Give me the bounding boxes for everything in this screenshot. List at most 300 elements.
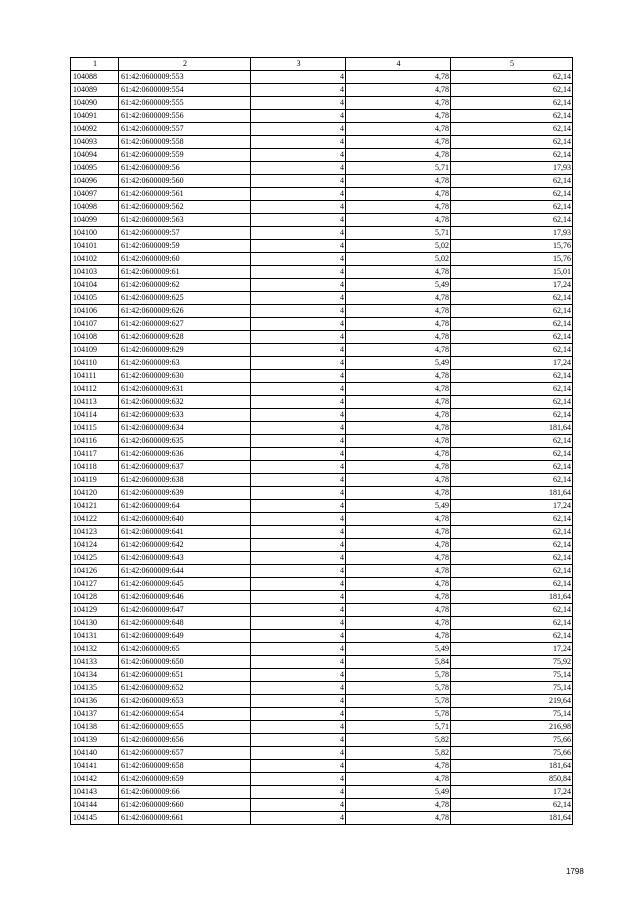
column-3-cell: 4 [251,240,346,253]
row-id-cell: 104128 [71,591,119,604]
cadastral-number-cell: 61:42:0600009:661 [119,812,251,825]
row-id-cell: 104104 [71,279,119,292]
cadastral-number-cell: 61:42:0600009:65 [119,643,251,656]
column-header: 2 [119,58,251,71]
column-4-cell: 5,49 [346,357,451,370]
table-row [71,357,573,370]
table-row [71,734,573,747]
column-3-cell: 4 [251,578,346,591]
column-3-cell: 4 [251,747,346,760]
cadastral-number-cell: 61:42:0600009:66 [119,786,251,799]
column-3-cell: 4 [251,773,346,786]
column-5-cell: 219,64 [451,695,573,708]
row-id-cell: 104141 [71,760,119,773]
column-5-cell: 15,01 [451,266,573,279]
cadastral-number-cell: 61:42:0600009:638 [119,474,251,487]
column-5-cell: 62,14 [451,97,573,110]
row-id-cell: 104090 [71,97,119,110]
row-id-cell: 104100 [71,227,119,240]
cadastral-number-cell: 61:42:0600009:658 [119,760,251,773]
row-id-cell: 104123 [71,526,119,539]
row-id-cell: 104125 [71,552,119,565]
cadastral-number-cell: 61:42:0600009:553 [119,71,251,84]
cadastral-number-cell: 61:42:0600009:633 [119,409,251,422]
column-4-cell: 4,78 [346,539,451,552]
column-5-cell: 62,14 [451,370,573,383]
column-3-cell: 4 [251,539,346,552]
table-row [71,760,573,773]
row-id-cell: 104126 [71,565,119,578]
column-4-cell: 5,49 [346,786,451,799]
table-row [71,474,573,487]
column-3-cell: 4 [251,136,346,149]
cadastral-number-cell: 61:42:0600009:60 [119,253,251,266]
column-3-cell: 4 [251,84,346,97]
cadastral-number-cell: 61:42:0600009:627 [119,318,251,331]
column-4-cell: 4,78 [346,448,451,461]
table-row [71,435,573,448]
table-row [71,513,573,526]
row-id-cell: 104121 [71,500,119,513]
column-4-cell: 4,78 [346,617,451,630]
column-4-cell: 4,78 [346,201,451,214]
table-row [71,227,573,240]
table-row [71,682,573,695]
column-5-cell: 62,14 [451,188,573,201]
table-row [71,188,573,201]
column-5-cell: 62,14 [451,214,573,227]
row-id-cell: 104096 [71,175,119,188]
column-header: 3 [251,58,346,71]
column-5-cell: 62,14 [451,331,573,344]
column-3-cell: 4 [251,734,346,747]
column-5-cell: 17,93 [451,227,573,240]
cadastral-number-cell: 61:42:0600009:557 [119,123,251,136]
cadastral-number-cell: 61:42:0600009:651 [119,669,251,682]
column-5-cell: 62,14 [451,799,573,812]
cadastral-number-cell: 61:42:0600009:650 [119,656,251,669]
column-4-cell: 4,78 [346,188,451,201]
column-4-cell: 4,78 [346,97,451,110]
column-3-cell: 4 [251,123,346,136]
cadastral-number-cell: 61:42:0600009:646 [119,591,251,604]
column-4-cell: 4,78 [346,591,451,604]
cadastral-number-cell: 61:42:0600009:657 [119,747,251,760]
column-4-cell: 4,78 [346,760,451,773]
column-5-cell: 181,64 [451,591,573,604]
column-4-cell: 4,78 [346,383,451,396]
row-id-cell: 104098 [71,201,119,214]
column-4-cell: 5,78 [346,708,451,721]
row-id-cell: 104093 [71,136,119,149]
cadastral-number-cell: 61:42:0600009:634 [119,422,251,435]
column-5-cell: 17,24 [451,357,573,370]
row-id-cell: 104108 [71,331,119,344]
column-4-cell: 5,82 [346,747,451,760]
column-4-cell: 4,78 [346,812,451,825]
cadastral-number-cell: 61:42:0600009:653 [119,695,251,708]
column-4-cell: 5,78 [346,695,451,708]
column-3-cell: 4 [251,721,346,734]
column-5-cell: 62,14 [451,136,573,149]
column-5-cell: 62,14 [451,175,573,188]
table-row [71,84,573,97]
column-4-cell: 4,78 [346,513,451,526]
row-id-cell: 104101 [71,240,119,253]
column-4-cell: 5,49 [346,500,451,513]
cadastral-number-cell: 61:42:0600009:61 [119,266,251,279]
cadastral-number-cell: 61:42:0600009:643 [119,552,251,565]
cadastral-number-cell: 61:42:0600009:632 [119,396,251,409]
column-3-cell: 4 [251,500,346,513]
table-row [71,344,573,357]
row-id-cell: 104113 [71,396,119,409]
column-4-cell: 4,78 [346,214,451,227]
column-5-cell: 62,14 [451,123,573,136]
table-row [71,643,573,656]
table-row [71,266,573,279]
table-row [71,539,573,552]
cadastral-number-cell: 61:42:0600009:554 [119,84,251,97]
cadastral-number-cell: 61:42:0600009:560 [119,175,251,188]
cadastral-number-cell: 61:42:0600009:57 [119,227,251,240]
column-3-cell: 4 [251,760,346,773]
table-row [71,422,573,435]
column-5-cell: 216,98 [451,721,573,734]
table-row [71,305,573,318]
column-4-cell: 4,78 [346,344,451,357]
column-4-cell: 4,78 [346,175,451,188]
column-4-cell: 5,71 [346,227,451,240]
column-4-cell: 4,78 [346,578,451,591]
table-row [71,773,573,786]
row-id-cell: 104138 [71,721,119,734]
column-3-cell: 4 [251,227,346,240]
table-row [71,565,573,578]
cadastral-number-cell: 61:42:0600009:630 [119,370,251,383]
column-3-cell: 4 [251,448,346,461]
column-5-cell: 850,84 [451,773,573,786]
column-3-cell: 4 [251,383,346,396]
row-id-cell: 104122 [71,513,119,526]
cadastral-number-cell: 61:42:0600009:631 [119,383,251,396]
row-id-cell: 104106 [71,305,119,318]
table-row [71,214,573,227]
column-3-cell: 4 [251,708,346,721]
column-3-cell: 4 [251,266,346,279]
cadastral-number-cell: 61:42:0600009:647 [119,604,251,617]
cadastral-number-cell: 61:42:0600009:559 [119,149,251,162]
row-id-cell: 104110 [71,357,119,370]
column-3-cell: 4 [251,799,346,812]
column-4-cell: 4,78 [346,474,451,487]
row-id-cell: 104139 [71,734,119,747]
column-3-cell: 4 [251,591,346,604]
table-row [71,136,573,149]
column-3-cell: 4 [251,487,346,500]
column-4-cell: 5,82 [346,734,451,747]
row-id-cell: 104103 [71,266,119,279]
column-5-cell: 62,14 [451,110,573,123]
column-5-cell: 62,14 [451,149,573,162]
column-3-cell: 4 [251,175,346,188]
column-4-cell: 5,78 [346,682,451,695]
column-5-cell: 62,14 [451,578,573,591]
column-3-cell: 4 [251,149,346,162]
cadastral-number-cell: 61:42:0600009:654 [119,708,251,721]
column-header: 1 [71,58,119,71]
column-4-cell: 5,02 [346,253,451,266]
column-5-cell: 17,93 [451,162,573,175]
table-row [71,253,573,266]
table-row [71,786,573,799]
column-5-cell: 75,14 [451,669,573,682]
table-row [71,617,573,630]
row-id-cell: 104124 [71,539,119,552]
cadastral-number-cell: 61:42:0600009:62 [119,279,251,292]
column-5-cell: 75,66 [451,747,573,760]
column-4-cell: 4,78 [346,552,451,565]
table-row [71,383,573,396]
cadastral-number-cell: 61:42:0600009:64 [119,500,251,513]
row-id-cell: 104140 [71,747,119,760]
row-id-cell: 104105 [71,292,119,305]
cadastral-number-cell: 61:42:0600009:640 [119,513,251,526]
cadastral-number-cell: 61:42:0600009:555 [119,97,251,110]
column-3-cell: 4 [251,604,346,617]
column-4-cell: 4,78 [346,799,451,812]
table-row [71,812,573,825]
row-id-cell: 104143 [71,786,119,799]
row-id-cell: 104112 [71,383,119,396]
column-3-cell: 4 [251,526,346,539]
column-3-cell: 4 [251,786,346,799]
row-id-cell: 104130 [71,617,119,630]
row-id-cell: 104092 [71,123,119,136]
cadastral-number-cell: 61:42:0600009:629 [119,344,251,357]
row-id-cell: 104144 [71,799,119,812]
row-id-cell: 104136 [71,695,119,708]
column-5-cell: 181,64 [451,760,573,773]
column-3-cell: 4 [251,656,346,669]
column-4-cell: 4,78 [346,318,451,331]
column-3-cell: 4 [251,409,346,422]
table-row [71,175,573,188]
column-3-cell: 4 [251,188,346,201]
column-3-cell: 4 [251,422,346,435]
column-3-cell: 4 [251,695,346,708]
row-id-cell: 104129 [71,604,119,617]
row-id-cell: 104114 [71,409,119,422]
row-id-cell: 104119 [71,474,119,487]
row-id-cell: 104107 [71,318,119,331]
column-4-cell: 4,78 [346,630,451,643]
column-5-cell: 181,64 [451,487,573,500]
row-id-cell: 104091 [71,110,119,123]
column-5-cell: 15,76 [451,253,573,266]
cadastral-number-cell: 61:42:0600009:656 [119,734,251,747]
cadastral-number-cell: 61:42:0600009:626 [119,305,251,318]
cadastral-number-cell: 61:42:0600009:660 [119,799,251,812]
row-id-cell: 104145 [71,812,119,825]
table-row [71,110,573,123]
column-3-cell: 4 [251,513,346,526]
table-row [71,656,573,669]
cadastral-number-cell: 61:42:0600009:561 [119,188,251,201]
column-4-cell: 4,78 [346,409,451,422]
column-3-cell: 4 [251,812,346,825]
table-body [71,71,573,825]
cadastral-number-cell: 61:42:0600009:641 [119,526,251,539]
table-row [71,162,573,175]
column-4-cell: 4,78 [346,266,451,279]
column-5-cell: 62,14 [451,565,573,578]
cadastral-number-cell: 61:42:0600009:637 [119,461,251,474]
row-id-cell: 104142 [71,773,119,786]
table-row [71,97,573,110]
cadastral-number-cell: 61:42:0600009:563 [119,214,251,227]
column-4-cell: 5,84 [346,656,451,669]
column-header: 4 [346,58,451,71]
cadastral-number-cell: 61:42:0600009:655 [119,721,251,734]
column-5-cell: 17,24 [451,279,573,292]
row-id-cell: 104111 [71,370,119,383]
cadastral-number-cell: 61:42:0600009:63 [119,357,251,370]
row-id-cell: 104132 [71,643,119,656]
row-id-cell: 104109 [71,344,119,357]
table-row [71,630,573,643]
column-5-cell: 15,76 [451,240,573,253]
column-5-cell: 62,14 [451,604,573,617]
column-5-cell: 62,14 [451,409,573,422]
cadastral-number-cell: 61:42:0600009:639 [119,487,251,500]
column-3-cell: 4 [251,357,346,370]
column-5-cell: 75,92 [451,656,573,669]
column-3-cell: 4 [251,318,346,331]
page-number: 1798 [566,867,584,876]
cadastral-number-cell: 61:42:0600009:628 [119,331,251,344]
column-5-cell: 75,14 [451,708,573,721]
column-5-cell: 62,14 [451,201,573,214]
row-id-cell: 104088 [71,71,119,84]
column-5-cell: 62,14 [451,305,573,318]
column-5-cell: 62,14 [451,474,573,487]
column-5-cell: 62,14 [451,448,573,461]
column-5-cell: 62,14 [451,617,573,630]
column-4-cell: 4,78 [346,604,451,617]
cadastral-number-cell: 61:42:0600009:644 [119,565,251,578]
column-5-cell: 181,64 [451,422,573,435]
column-4-cell: 4,78 [346,370,451,383]
column-4-cell: 4,78 [346,110,451,123]
cadastral-number-cell: 61:42:0600009:652 [119,682,251,695]
column-3-cell: 4 [251,214,346,227]
column-4-cell: 5,49 [346,279,451,292]
table-row [71,331,573,344]
table-row [71,695,573,708]
row-id-cell: 104115 [71,422,119,435]
column-5-cell: 181,64 [451,812,573,825]
column-5-cell: 62,14 [451,461,573,474]
table-row [71,318,573,331]
column-4-cell: 5,49 [346,643,451,656]
cadastral-number-cell: 61:42:0600009:625 [119,292,251,305]
table-row [71,149,573,162]
column-4-cell: 4,78 [346,331,451,344]
column-3-cell: 4 [251,643,346,656]
column-3-cell: 4 [251,97,346,110]
column-3-cell: 4 [251,279,346,292]
column-3-cell: 4 [251,110,346,123]
column-4-cell: 5,71 [346,721,451,734]
column-5-cell: 62,14 [451,396,573,409]
column-4-cell: 4,78 [346,149,451,162]
column-3-cell: 4 [251,370,346,383]
table-row [71,721,573,734]
row-id-cell: 104131 [71,630,119,643]
column-4-cell: 4,78 [346,123,451,136]
cadastral-number-cell: 61:42:0600009:556 [119,110,251,123]
cadastral-number-cell: 61:42:0600009:635 [119,435,251,448]
column-4-cell: 5,71 [346,162,451,175]
row-id-cell: 104118 [71,461,119,474]
column-4-cell: 4,78 [346,136,451,149]
cadastral-number-cell: 61:42:0600009:59 [119,240,251,253]
column-5-cell: 62,14 [451,513,573,526]
column-4-cell: 4,78 [346,565,451,578]
header-row [71,58,573,71]
column-5-cell: 62,14 [451,526,573,539]
column-5-cell: 17,24 [451,643,573,656]
row-id-cell: 104127 [71,578,119,591]
column-3-cell: 4 [251,669,346,682]
column-3-cell: 4 [251,461,346,474]
table-row [71,500,573,513]
row-id-cell: 104116 [71,435,119,448]
column-5-cell: 62,14 [451,71,573,84]
column-header: 5 [451,58,573,71]
column-5-cell: 62,14 [451,552,573,565]
column-4-cell: 4,78 [346,396,451,409]
column-3-cell: 4 [251,630,346,643]
column-5-cell: 62,14 [451,539,573,552]
table-row [71,201,573,214]
column-5-cell: 62,14 [451,84,573,97]
column-3-cell: 4 [251,617,346,630]
table-row [71,448,573,461]
row-id-cell: 104137 [71,708,119,721]
cadastral-number-cell: 61:42:0600009:636 [119,448,251,461]
table-row [71,526,573,539]
table-row [71,409,573,422]
column-3-cell: 4 [251,305,346,318]
data-table [70,57,573,825]
cadastral-number-cell: 61:42:0600009:648 [119,617,251,630]
row-id-cell: 104134 [71,669,119,682]
column-5-cell: 62,14 [451,292,573,305]
row-id-cell: 104117 [71,448,119,461]
table-row [71,396,573,409]
column-3-cell: 4 [251,292,346,305]
column-5-cell: 75,66 [451,734,573,747]
column-3-cell: 4 [251,162,346,175]
column-4-cell: 4,78 [346,305,451,318]
column-3-cell: 4 [251,682,346,695]
column-5-cell: 17,24 [451,500,573,513]
column-3-cell: 4 [251,344,346,357]
table-row [71,552,573,565]
column-4-cell: 4,78 [346,773,451,786]
